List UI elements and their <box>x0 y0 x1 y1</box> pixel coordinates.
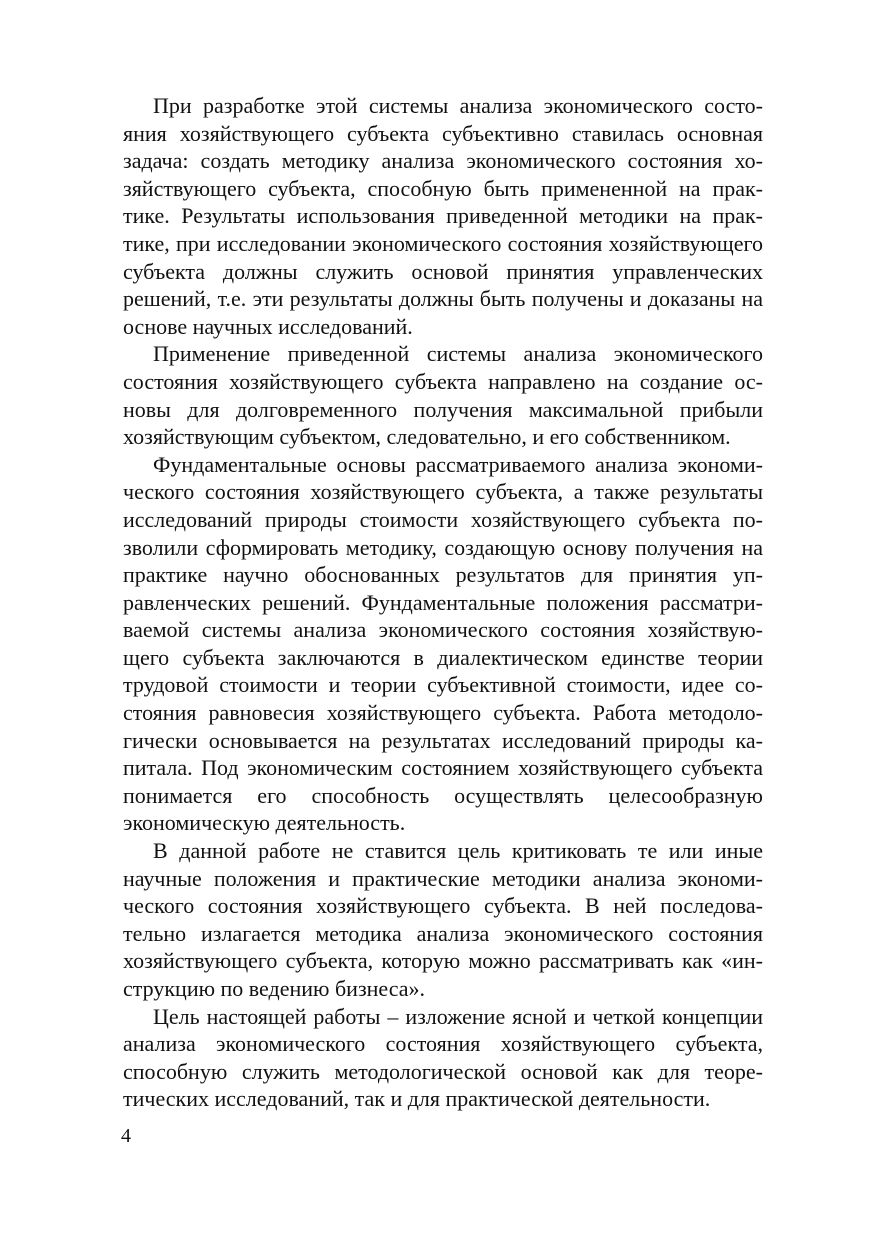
paragraph-2: Применение приведенной системы анализа экономического состояния хозяйствующего субъекта направлено на создание основы для долговременного получения максимальной прибыли хозяйствующим субъектом, следовательно, и его собственником. <box>123 341 763 450</box>
paragraph-1: При разработке этой системы анализа экономического состояния хозяйствующего субъекта субъективно ставилась основная задача: создать методику анализа экономического состояния хозяйствующего субъекта, способную быть примененной на практике. Результаты использования приведенной методики на практике, при исследовании экономического состояния хозяйствующего субъекта должны служить основой принятия управленческих решений, т.е. эти результаты должны быть получены и доказаны на основе научных исследований. <box>123 93 763 339</box>
paragraph-3: Фундаментальные основы рассматриваемого анализа экономического состояния хозяйствующего субъекта, а также результаты исследований природы стоимости хозяйствующего субъекта позволили сформировать методику, создающую основу получения на практике научно обоснованных результатов для принятия управленческих решений. Фундаментальные положения рассматриваемой системы анализа экономического состояния хозяйствующего субъекта заключаются в диалектическом единстве теории трудовой стоимости и теории субъективной стоимости, идее состояния равновесия хозяйствующего субъекта. Работа методологически основывается на результатах исследований природы капитала. Под экономическим состоянием хозяйствующего субъекта понимается его способность осуществлять целесообразную экономическую деятельность. <box>123 451 763 836</box>
page-number: 4 <box>121 1125 131 1147</box>
paragraph-5: Цель настоящей работы – изложение ясной и четкой концепции анализа экономического состояния хозяйствующего субъекта, способную служить методологической основой как для теоретических исследований, так и для практической деятельности. <box>123 1003 763 1112</box>
paragraph-4: В данной работе не ставится цель критиковать те или иные научные положения и практические методики анализа экономического состояния хозяйствующего субъекта. В ней последовательно излагается методика анализа экономического состояния хозяйствующего субъекта, которую можно рассматривать как «инструкцию по ведению бизнеса». <box>123 838 763 1001</box>
body-text <box>123 92 763 1113</box>
